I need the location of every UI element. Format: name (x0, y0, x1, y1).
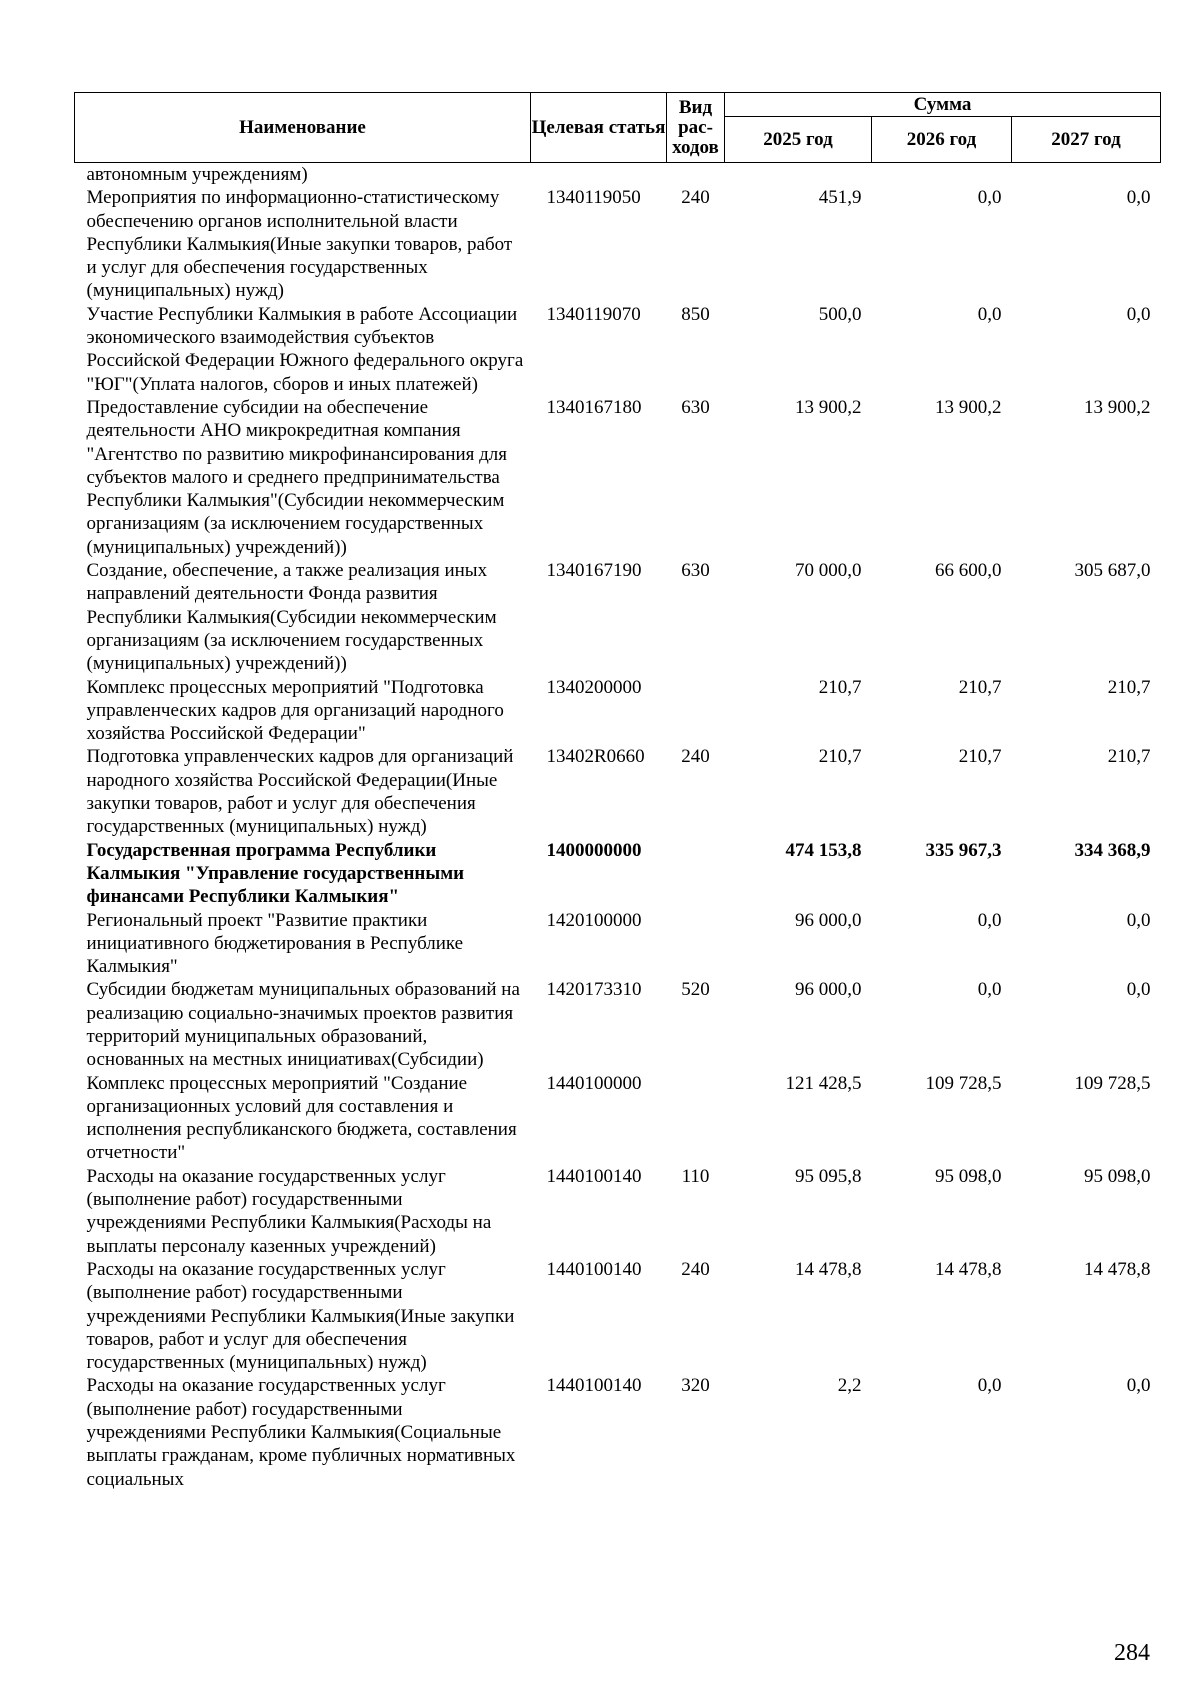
row-name: автономным учреждениям) (86, 164, 308, 185)
row-target-article: 1440100140 (546, 1375, 642, 1397)
row-expense-type: 110 (681, 1165, 710, 1187)
row-target-article: 1440100140 (546, 1165, 642, 1187)
row-amount-2026: 0,0 (977, 187, 1002, 209)
row-expense-type (667, 676, 725, 746)
row-amount-2026: 210,7 (958, 746, 1002, 768)
row-amount-2027: 0,0 (1126, 909, 1151, 931)
row-expense-type: 240 (681, 1258, 710, 1280)
table-row (75, 1072, 1161, 1165)
row-amount-2027: 0,0 (1126, 979, 1151, 1001)
row-name: Создание, обеспечение, а также реализация иных направлений деятельности Фонда развития Республики Калмыкия(Субсидии некоммерческим организациям (за исключением государственных (муниципальных) учреждений)) (86, 560, 497, 675)
row-amount-2027: 95 098,0 (1084, 1165, 1151, 1187)
budget-table (74, 92, 1161, 1491)
table-row (75, 396, 1161, 559)
row-amount-2027: 13 900,2 (1084, 396, 1151, 418)
header-year-2025: 2025 год (725, 117, 872, 163)
row-name: Участие Республики Калмыкия в работе Ассоциации экономического взаимодействия субъектов Российской Федерации Южного федерального округа "ЮГ"(Уплата налогов, сборов и иных платежей) (86, 303, 524, 395)
row-expense-type (667, 909, 725, 979)
row-amount-2025: 210,7 (818, 746, 862, 768)
row-amount-2026: 13 900,2 (935, 396, 1002, 418)
header-expense-type: Вид рас-ходов (667, 93, 725, 163)
row-amount-2025: 14 478,8 (795, 1258, 862, 1280)
row-amount-2027: 210,7 (1107, 746, 1151, 768)
row-target-article: 1340119050 (546, 187, 641, 209)
row-name: Предоставление субсидии на обеспечение деятельности АНО микрокредитная компания "Агентство по развитию микрофинансирования для субъектов малого и среднего предпринимательства Республики Калмыкия"(Субсидии некоммерческим организациям (за исключением государственных (муниципальных) учреждений)) (86, 396, 508, 558)
table-row (75, 186, 1161, 302)
row-amount-2025 (725, 163, 872, 187)
row-amount-2025: 96 000,0 (795, 979, 862, 1001)
row-amount-2025: 70 000,0 (795, 560, 862, 582)
row-amount-2026: 109 728,5 (925, 1072, 1002, 1094)
row-name: Государственная программа Республики Калмыкия "Управление государственными финансами Республики Калмыкия" (86, 839, 465, 908)
row-amount-2025: 451,9 (818, 187, 862, 209)
row-target-article: 1400000000 (546, 839, 642, 861)
row-target-article: 1420100000 (546, 909, 642, 931)
row-target-article: 13402R0660 (546, 746, 645, 768)
table-header (75, 93, 1161, 163)
row-name: Мероприятия по информационно-статистическому обеспечению органов исполнительной власти Республики Калмыкия(Иные закупки товаров, работ и услуг для обеспечения государственных (муниципальных) нужд) (86, 187, 513, 302)
page-number: 284 (1114, 1640, 1150, 1666)
row-expense-type: 630 (681, 396, 710, 418)
row-target-article: 1340119070 (546, 303, 641, 325)
row-name: Региональный проект "Развитие практики инициативного бюджетирования в Республике Калмыкия" (86, 909, 464, 978)
row-name: Подготовка управленческих кадров для организаций народного хозяйства Российской Федерации(Иные закупки товаров, работ и услуг для обеспечения государственных (муниципальных) нужд) (86, 746, 514, 838)
row-name: Расходы на оказание государственных услуг (выполнение работ) государственными учреждениями Республики Калмыкия(Иные закупки товаров, работ и услуг для обеспечения государственных (муниципальных) нужд) (86, 1258, 515, 1374)
row-amount-2027: 334 368,9 (1074, 839, 1151, 861)
table-row (75, 1374, 1161, 1490)
row-amount-2027: 0,0 (1126, 303, 1151, 325)
row-expense-type: 850 (681, 303, 710, 325)
row-target-article: 1340200000 (546, 676, 642, 698)
header-year-2026: 2026 год (872, 117, 1012, 163)
row-amount-2027: 109 728,5 (1074, 1072, 1151, 1094)
row-amount-2025: 474 153,8 (785, 839, 862, 861)
row-amount-2027: 0,0 (1126, 187, 1151, 209)
table-row (75, 978, 1161, 1071)
header-sum: Сумма (725, 93, 1161, 117)
table-row (75, 909, 1161, 979)
row-name: Расходы на оказание государственных услуг (выполнение работ) государственными учреждениями Республики Калмыкия(Расходы на выплаты персоналу казенных учреждений) (86, 1165, 492, 1257)
row-amount-2025: 95 095,8 (795, 1165, 862, 1187)
row-target-article (531, 163, 667, 187)
table-row (75, 559, 1161, 675)
row-target-article: 1440100000 (546, 1072, 642, 1094)
row-expense-type: 520 (681, 979, 710, 1001)
row-amount-2025: 13 900,2 (795, 396, 862, 418)
row-amount-2025: 121 428,5 (785, 1072, 862, 1094)
row-amount-2025: 210,7 (818, 676, 862, 698)
row-amount-2027: 14 478,8 (1084, 1258, 1151, 1280)
table-row (75, 1258, 1161, 1374)
row-amount-2027: 210,7 (1107, 676, 1151, 698)
row-amount-2025: 96 000,0 (795, 909, 862, 931)
row-amount-2026: 95 098,0 (935, 1165, 1002, 1187)
header-target-article: Целевая статья (531, 93, 667, 163)
row-name: Расходы на оказание государственных услуг (выполнение работ) государственными учреждениями Республики Калмыкия(Социальные выплаты гражданам, кроме публичных нормативных социальных (86, 1375, 516, 1490)
row-expense-type: 320 (681, 1375, 710, 1397)
table-row (75, 303, 1161, 396)
row-expense-type (667, 1072, 725, 1165)
row-expense-type: 240 (681, 187, 710, 209)
header-name: Наименование (75, 93, 531, 163)
row-amount-2027: 305 687,0 (1074, 560, 1151, 582)
row-amount-2025: 500,0 (818, 303, 862, 325)
row-name: Комплекс процессных мероприятий "Создание организационных условий для составления и исполнения республиканского бюджета, составления отчетности" (86, 1072, 517, 1164)
row-amount-2027: 0,0 (1126, 1375, 1151, 1397)
row-amount-2026: 0,0 (977, 909, 1002, 931)
row-amount-2026: 0,0 (977, 979, 1002, 1001)
row-target-article: 1340167180 (546, 396, 642, 418)
row-expense-type: 240 (681, 746, 710, 768)
table-row (75, 163, 1161, 187)
row-expense-type (667, 163, 725, 187)
table-row (75, 1165, 1161, 1258)
row-amount-2026: 0,0 (977, 1375, 1002, 1397)
row-amount-2026 (872, 163, 1012, 187)
row-name: Субсидии бюджетам муниципальных образований на реализацию социально-значимых проектов развития территорий муниципальных образований, основанных на местных инициативах(Субсидии) (86, 979, 520, 1071)
table-row (75, 839, 1161, 909)
row-expense-type (667, 839, 725, 909)
row-expense-type: 630 (681, 560, 710, 582)
row-amount-2026: 14 478,8 (935, 1258, 1002, 1280)
row-amount-2026: 210,7 (958, 676, 1002, 698)
row-amount-2026: 0,0 (977, 303, 1002, 325)
table-row (75, 676, 1161, 746)
table-body (75, 163, 1161, 1491)
row-amount-2025: 2,2 (837, 1375, 862, 1397)
row-target-article: 1440100140 (546, 1258, 642, 1280)
row-amount-2026: 335 967,3 (925, 839, 1002, 861)
row-amount-2027 (1012, 163, 1161, 187)
row-amount-2026: 66 600,0 (935, 560, 1002, 582)
row-target-article: 1340167190 (546, 560, 642, 582)
row-name: Комплекс процессных мероприятий "Подготовка управленческих кадров для организаций народного хозяйства Российской Федерации" (86, 676, 504, 745)
table-row (75, 745, 1161, 838)
row-target-article: 1420173310 (546, 979, 642, 1001)
header-year-2027: 2027 год (1012, 117, 1161, 163)
